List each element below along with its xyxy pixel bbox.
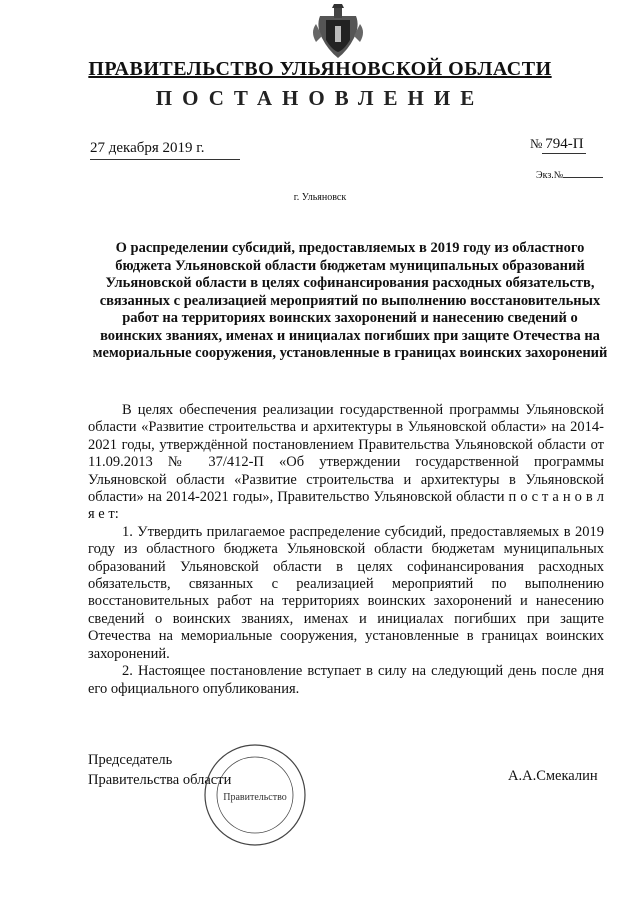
signatory-name: А.А.Смекалин xyxy=(508,768,598,784)
copy-label: Экз.№ xyxy=(536,170,564,181)
seal-stamp-icon xyxy=(200,740,310,850)
city: г. Ульяновск xyxy=(293,192,347,203)
position-line-1: Председатель xyxy=(88,752,173,768)
document-number xyxy=(530,136,586,154)
body-paragraph-3: 2. Настоящее постановление вступает в силу на следующий день после дня его официального опубликования. xyxy=(88,663,604,697)
document-title: О распределении субсидий, предоставляемых в 2019 году из областного бюджета Ульяновской области бюджетам муниципальных образований Ульяновской области в целях софинансирования расходных обязательств, связанных с реализацией мероприятий по выполнению восстановительных работ на территориях воинских захоронений и нанесению сведений о воинских званиях, именах и инициалах погибших при защите Отечества на мемориальные сооружения, установленные в границах воинских захоронений xyxy=(92,240,608,361)
stamp-text: Правительство xyxy=(223,792,287,803)
government-heading: ПРАВИТЕЛЬСТВО УЛЬЯНОВСКОЙ ОБЛАСТИ xyxy=(88,58,552,80)
document-date: 27 декабря 2019 г. xyxy=(90,140,240,160)
copy-number xyxy=(536,170,603,181)
number-prefix: № xyxy=(530,136,543,151)
body-paragraph-1: В целях обеспечения реализации государственной программы Ульяновской области «Развитие строительства и архитектуры в Ульяновской области» на 2014-2021 годы, утверждённой постановлением Правительства Ульяновской области от 11.09.2013 № 37/412-П «Об утверждении государственной программы Ульяновской области «Развитие строительства и архитектуры в Ульяновской области» на 2014-2021 годы», Правительство Ульяновской области п о с т а н о в л я е т: xyxy=(88,402,604,523)
position-line-2: Правительства области xyxy=(88,772,232,788)
coat-of-arms-icon xyxy=(308,2,368,62)
document-body xyxy=(88,402,604,698)
document-type-heading: ПОСТАНОВЛЕНИЕ xyxy=(155,86,485,110)
body-paragraph-2: 1. Утвердить прилагаемое распределение субсидий, предоставляемых в 2019 году из областного бюджета Ульяновской области бюджетам муниципальных образований Ульяновской области в целях софинансирования расходных обязательств, связанных с реализацией мероприятий по выполнению восстановительных работ на территориях воинских захоронений и нанесению сведений о воинских званиях, именах и инициалах погибших при защите Отечества на мемориальные сооружения, установленные в границах воинских захоронений. xyxy=(88,523,604,662)
number-value: 794-П xyxy=(542,136,586,154)
